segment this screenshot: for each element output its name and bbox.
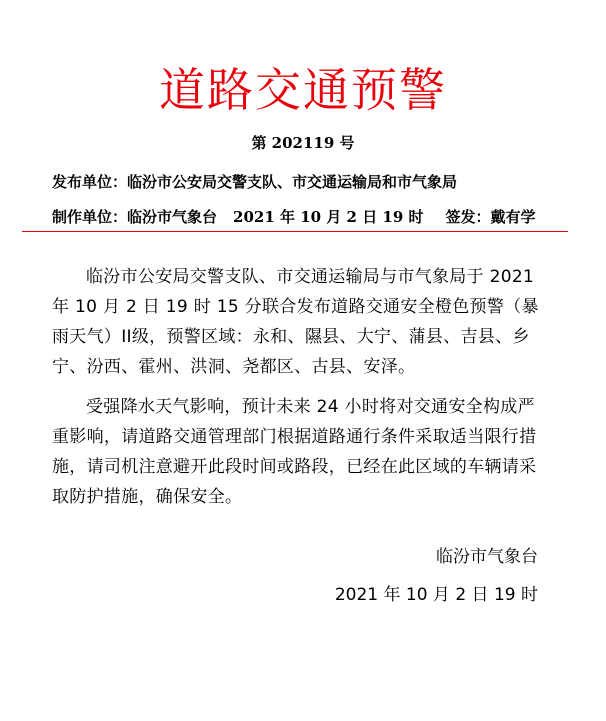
issuer-line	[52, 172, 457, 192]
signature-block	[335, 538, 538, 614]
paragraph-text: 受强降水天气影响，预计未来 24 小时将对交通安全构成严重影响，请道路交通管理部门根据道路通行条件采取适当限行措施，请司机注意避开此段时间或路段，已经在此区域的车辆请采取防护措施，确保安全。	[52, 397, 537, 507]
signature-org: 临汾市气象台	[436, 547, 538, 567]
maker-datetime: 2021 年 10 月 2 日 19 时	[233, 208, 424, 226]
signer-value: 戴有学	[490, 208, 536, 226]
maker-label: 制作单位：	[52, 208, 128, 226]
issuer-label: 发布单位：	[52, 173, 128, 191]
document-number: 第 202119 号	[251, 134, 355, 152]
document-title: 道路交通预警	[159, 63, 447, 117]
maker-line	[52, 207, 536, 227]
issuer-value: 临汾市公安局交警支队、市交通运输局和市气象局	[127, 173, 458, 191]
paragraph-text: 临汾市公安局交警支队、市交通运输局与市气象局于 2021 年 10 月 2 日 19 时 15 分联合发布道路交通安全橙色预警（暴雨天气）II级，预警区域：永和、隰县、大宁、蒲县、吉县、乡宁、汾西、霍州、洪洞、尧都区、古县、安泽。	[52, 267, 539, 377]
signer-label: 签发：	[445, 208, 491, 226]
body-paragraph-2	[52, 392, 552, 512]
signature-date: 2021 年 10 月 2 日 19 时	[334, 585, 538, 605]
maker-value: 临汾市气象台	[127, 208, 218, 226]
body-paragraph-1	[52, 262, 552, 382]
red-divider	[22, 231, 568, 232]
